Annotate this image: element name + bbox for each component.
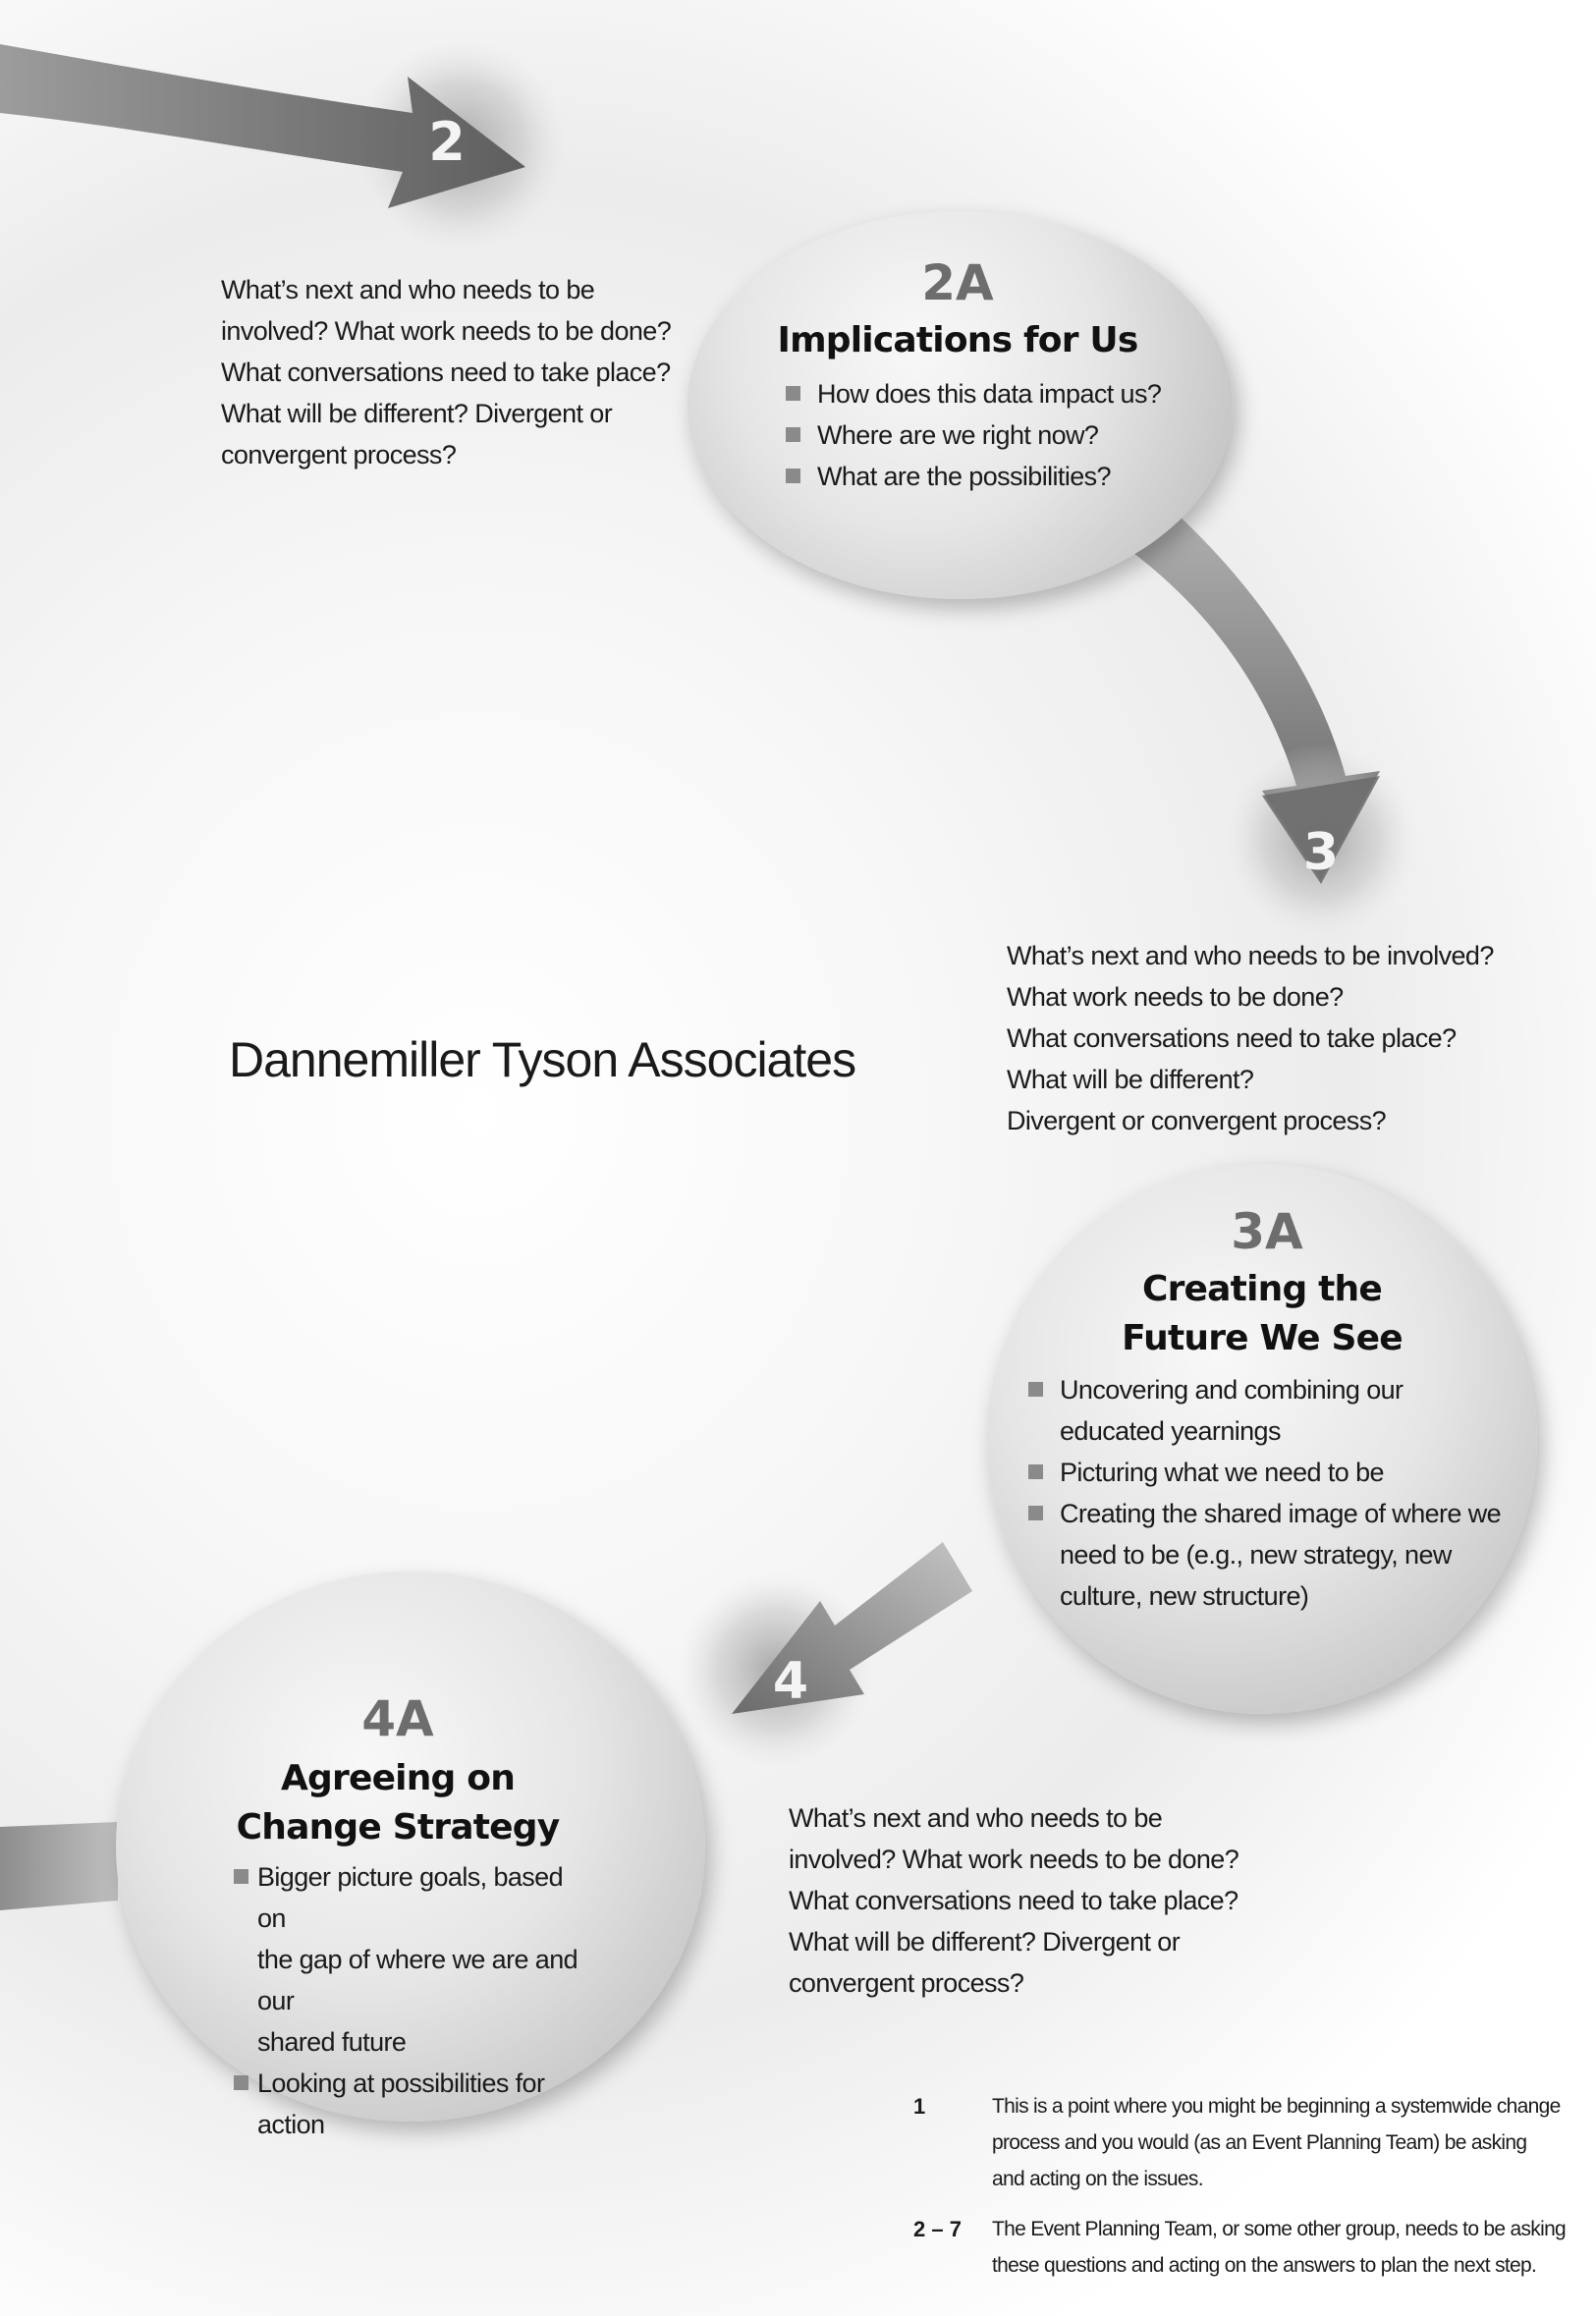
bullet-square-icon bbox=[786, 386, 800, 401]
step-3a-bullets bbox=[1026, 1369, 1503, 1617]
question-line: What will be different? Divergent or bbox=[221, 399, 613, 428]
footnote-number: 2 – 7 bbox=[913, 2217, 962, 2241]
list-item: Creating the shared image of where we need to be (e.g., new strategy, new culture, new structure) bbox=[1026, 1493, 1503, 1617]
step-4a-bullets bbox=[232, 1856, 579, 2145]
footnote bbox=[913, 2211, 1581, 2284]
questions-after-3 bbox=[1007, 935, 1494, 1141]
question-line: convergent process? bbox=[789, 1968, 1024, 1998]
question-line: What’s next and who needs to be bbox=[789, 1803, 1163, 1833]
step-4a-code: 4A bbox=[361, 1690, 434, 1747]
list-item: Bigger picture goals, based on the gap of where we are and our shared future bbox=[232, 1856, 579, 2063]
questions-after-4 bbox=[789, 1797, 1238, 2004]
step-2a-bullets bbox=[784, 373, 1208, 497]
question-line: convergent process? bbox=[221, 440, 457, 469]
step-4a-content bbox=[216, 1689, 579, 2145]
step-2a-title: Implications for Us bbox=[777, 320, 1138, 360]
bullet-square-icon bbox=[234, 1869, 248, 1884]
list-item: How does this data impact us? bbox=[784, 373, 1208, 414]
brand-name: Dannemiller Tyson Associates bbox=[229, 1032, 856, 1087]
bullet-square-icon bbox=[234, 2075, 248, 2090]
question-line: What conversations need to take place? bbox=[789, 1886, 1238, 1915]
step-4a-title-line: Change Strategy bbox=[236, 1807, 560, 1847]
question-line: What work needs to be done? bbox=[1007, 982, 1344, 1012]
step-4a-title-line: Agreeing on bbox=[280, 1758, 516, 1798]
step-3a-code: 3A bbox=[1231, 1203, 1303, 1260]
list-item: Picturing what we need to be bbox=[1026, 1452, 1503, 1493]
arrow-4-number: 4 bbox=[772, 1652, 809, 1711]
step-2a-content bbox=[707, 253, 1208, 497]
bullet-square-icon bbox=[1028, 1506, 1043, 1520]
list-item: Where are we right now? bbox=[784, 414, 1208, 456]
left-arrow-stub bbox=[0, 1822, 118, 1910]
list-item: Uncovering and combining our educated yearnings bbox=[1026, 1369, 1503, 1452]
list-item: Looking at possibilities for action bbox=[232, 2063, 579, 2145]
question-line: What’s next and who needs to be bbox=[221, 275, 595, 304]
bullet-square-icon bbox=[786, 427, 800, 442]
arrow-2-number: 2 bbox=[428, 111, 466, 173]
question-line: What conversations need to take place? bbox=[221, 358, 671, 387]
question-line: What will be different? Divergent or bbox=[789, 1927, 1181, 1957]
question-line: What conversations need to take place? bbox=[1007, 1023, 1457, 1053]
footnote-text: This is a point where you might be beginning a systemwide change process and you would (as an Event Planning Team) be asking and acting on the issues. bbox=[992, 2095, 1561, 2190]
bullet-square-icon bbox=[1028, 1464, 1043, 1479]
question-line: Divergent or convergent process? bbox=[1007, 1106, 1387, 1135]
arrow-3-number: 3 bbox=[1302, 823, 1340, 882]
step-3a-title-line: Future We See bbox=[1122, 1318, 1403, 1358]
list-item: What are the possibilities? bbox=[784, 456, 1208, 497]
bullet-square-icon bbox=[786, 469, 800, 483]
step-3a-title-line: Creating the bbox=[1141, 1269, 1383, 1309]
footnote-number: 1 bbox=[913, 2094, 926, 2119]
question-line: What will be different? bbox=[1007, 1065, 1254, 1094]
questions-after-2 bbox=[221, 269, 671, 475]
question-line: involved? What work needs to be done? bbox=[221, 316, 672, 346]
footnotes bbox=[913, 2088, 1581, 2284]
footnote-text: The Event Planning Team, or some other group, needs to be asking these questions and acting on the answers to plan the next step. bbox=[992, 2218, 1567, 2277]
question-line: What’s next and who needs to be involved? bbox=[1007, 941, 1494, 970]
bullet-square-icon bbox=[1028, 1382, 1043, 1397]
footnote bbox=[913, 2088, 1581, 2197]
step-2a-code: 2A bbox=[921, 254, 994, 311]
step-3a-content bbox=[1021, 1202, 1503, 1617]
question-line: involved? What work needs to be done? bbox=[789, 1845, 1239, 1874]
